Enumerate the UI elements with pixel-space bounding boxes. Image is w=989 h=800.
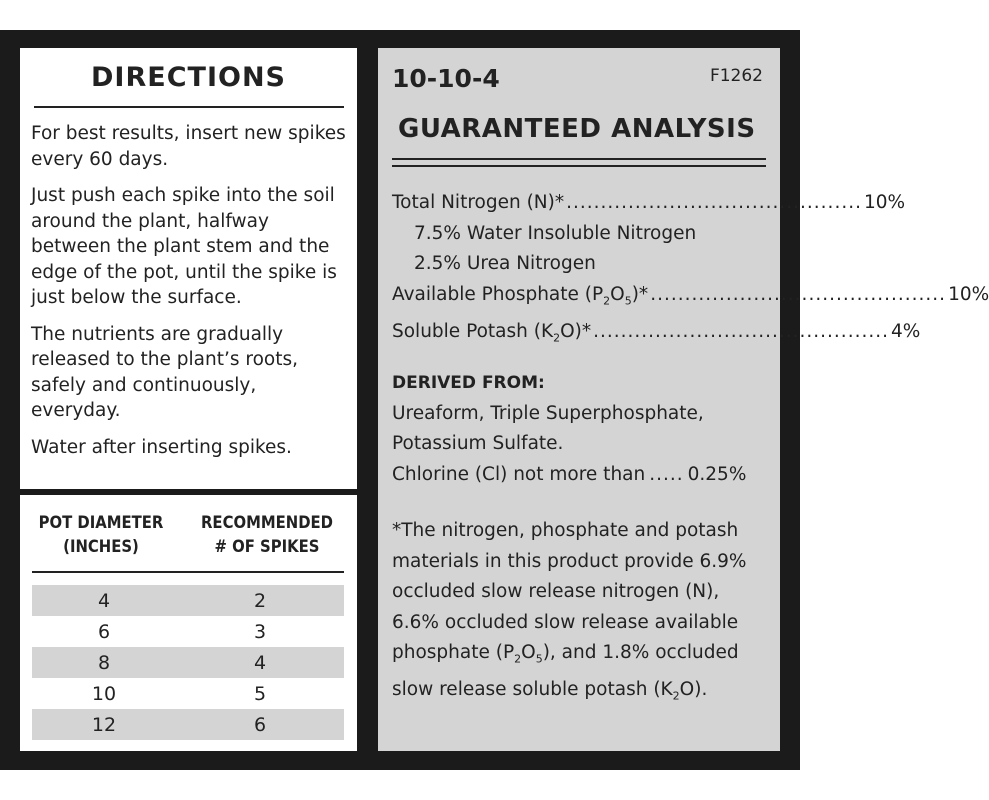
directions-panel [20,48,357,751]
total-nitrogen-label: Total Nitrogen (N)* [392,192,565,213]
table-row [32,647,344,678]
spikes-cell: 5 [253,682,267,705]
directions-paragraph-1: For best results, insert new spikes every 60 days. [31,123,346,170]
table-row [32,678,344,709]
guaranteed-analysis-title: GUARANTEED ANALYSIS [398,114,756,144]
analysis-rule-bottom [392,165,766,167]
directions-text [31,121,351,471]
table-row [32,709,344,740]
diameter-cell: 6 [97,620,111,643]
table-header-rule [32,571,344,573]
total-nitrogen-line [392,188,906,219]
phosphate-label: Available Phosphate $(P_2O_5)*$ [392,283,649,308]
leader-dots: ........................................... [566,192,862,213]
recommended-spikes-header-line1: RECOMMENDED [201,513,333,532]
potash-line [392,317,921,354]
table-row [32,616,344,647]
phosphate-value: 10% [948,283,989,305]
directions-paragraph-4: Water after inserting spikes. [31,436,292,458]
derived-from-line-2: Potassium Sulfate. [392,433,564,454]
product-code: F1262 [709,66,763,86]
derived-from-line-1: Ureaform, Triple Superphosphate, [392,402,704,424]
leader-dots: ........................................... [593,320,889,342]
spikes-cell: 6 [253,713,267,736]
total-nitrogen-value: 10% [863,192,906,213]
analysis-rule-top [392,158,766,160]
recommended-spikes-header-line2: # OF SPIKES [214,537,320,556]
recommended-spikes-header [182,511,352,559]
urea-text: 2.5% Urea Nitrogen [414,253,596,274]
analysis-panel [378,48,989,751]
directions-paragraph-3: The nutrients are gradually released to the plant’s roots, safely and continuously, everyday. [31,323,298,421]
pot-diameter-header [26,511,176,559]
phosphate-line [392,280,989,317]
pot-diameter-header-line1: POT DIAMETER [38,513,164,532]
diameter-cell: 10 [91,682,117,705]
pot-diameter-header-line2: (INCHES) [63,537,139,556]
chlorine-value: 0.25% [687,463,747,485]
chlorine-dots: ..... [649,463,684,485]
section-divider [20,489,357,495]
water-insoluble-text: 7.5% Water Insoluble Nitrogen [414,222,697,244]
spikes-cell: 3 [253,620,267,643]
directions-paragraph-2: Just push each spike into the soil around the plant, halfway between the plant stem and the edge of the pot, until the spike is just below the surface. [31,185,337,308]
footnote-text: *The nitrogen, phosphate and potash materials in this product provide 6.9% occluded slow release nitrogen (N), 6.6% occluded slow release available phosphate $(P_2O_5)$, and 1.8% occluded slow release soluble potash $(K_2O)$. [392,520,747,703]
diameter-cell: 4 [97,589,111,612]
spikes-cell: 4 [253,651,267,674]
diameter-cell: 8 [97,651,111,674]
derived-from-heading: DERIVED FROM: [392,373,545,393]
urea-line [392,249,766,280]
diameter-cell: 12 [91,713,117,736]
chlorine-line [392,460,766,491]
leader-dots: ........................................... [650,283,947,305]
potash-value: 4% [890,320,921,342]
directions-title: DIRECTIONS [91,62,286,93]
derived-from-section [392,368,766,490]
directions-title-rule [34,106,344,108]
water-insoluble-line [392,219,766,250]
footnote [392,516,772,712]
chlorine-label: Chlorine (Cl) not more than [392,463,646,485]
spikes-cell: 2 [253,589,267,612]
spikes-table [32,585,344,740]
table-row [32,585,344,616]
analysis-list [392,188,989,354]
npk-ratio: 10-10-4 [392,64,500,93]
potash-label: Soluble Potash $(K_2O)*$ [392,320,592,345]
